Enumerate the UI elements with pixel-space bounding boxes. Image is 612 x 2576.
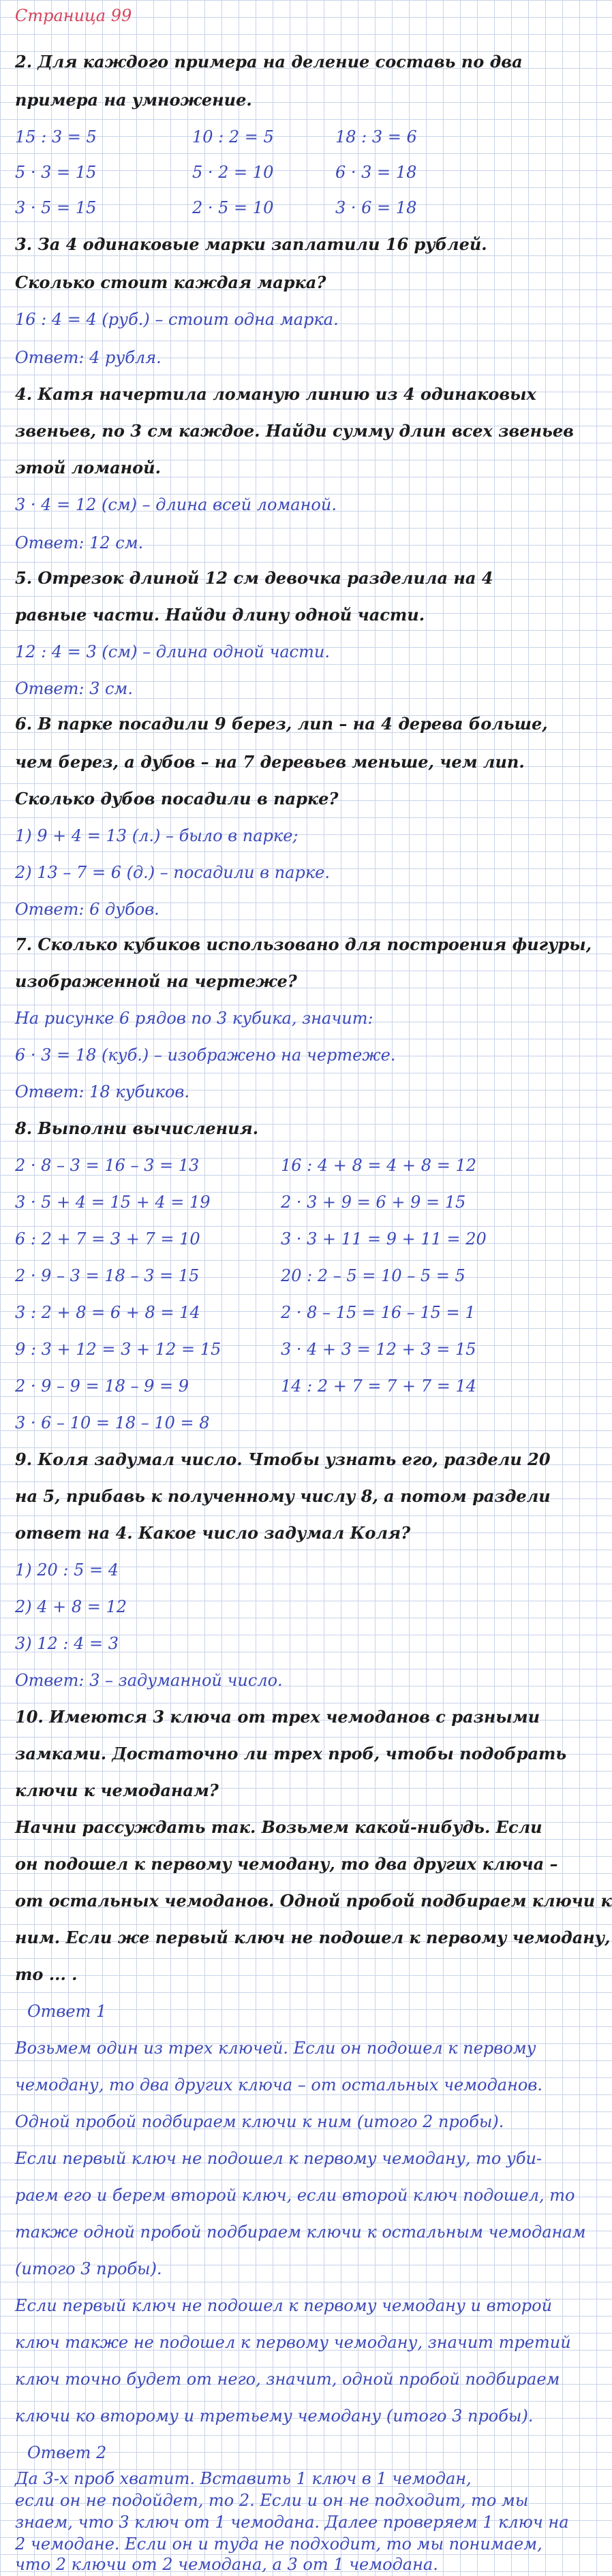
task8-right-expr: 16 : 4 + 8 = 4 + 8 = 12	[281, 1156, 476, 1175]
task4-question-line3: этой ломаной.	[15, 458, 161, 477]
answer2-title: Ответ 2	[27, 2443, 107, 2462]
task2-cell: 3 · 5 = 15	[15, 198, 97, 217]
task10-hint-line2: он подошел к первому чемодану, то два других ключа –	[15, 1854, 558, 1874]
task2-cell: 5 · 2 = 10	[192, 163, 274, 182]
task8-right-expr: 14 : 2 + 7 = 7 + 7 = 14	[281, 1377, 476, 1396]
task9-question-line1: 9. Коля задумал число. Чтобы узнать его, раздели 20	[15, 1449, 551, 1469]
task2-cell: 15 : 3 = 5	[15, 127, 97, 146]
task8-left-expr: 2 · 9 – 3 = 18 – 3 = 15	[15, 1266, 200, 1285]
answer1-line: Одной пробой подбираем ключи к ним (итого 2 пробы).	[15, 2112, 504, 2131]
task10-question-line3: ключи к чемоданам?	[15, 1780, 219, 1800]
task10-question-line1: 10. Имеются 3 ключа от трех чемоданов с разными	[15, 1707, 540, 1727]
answer2-line: 2 чемодане. Если он и туда не подходит, то мы понимаем,	[15, 2534, 542, 2554]
task4-question-line1: 4. Катя начертила ломаную линию из 4 одинаковых	[15, 384, 536, 404]
task5-question-line1: 5. Отрезок длиной 12 см девочка разделила на 4	[15, 568, 493, 588]
answer1-line: Возьмем один из трех ключей. Если он подошел к первому	[15, 2039, 536, 2058]
task9-answer: Ответ: 3 – задуманной число.	[15, 1671, 283, 1690]
task6-question-line3: Сколько дубов посадили в парке?	[15, 789, 339, 808]
task9-question-line3: ответ на 4. Какое число задумал Коля?	[15, 1523, 411, 1543]
task8-left-expr: 3 · 5 + 4 = 15 + 4 = 19	[15, 1193, 211, 1212]
answer2-line: если он не подойдет, то 2. Если и он не подходит, то мы	[15, 2491, 529, 2510]
task3-question-line2: Сколько стоит каждая марка?	[15, 272, 326, 292]
task2-question-line2: примера на умножение.	[15, 90, 252, 110]
answer2-line: Да 3-х проб хватит. Вставить 1 ключ в 1 чемодан,	[15, 2469, 472, 2488]
task8-left-expr: 6 : 2 + 7 = 3 + 7 = 10	[15, 1229, 200, 1248]
task8-right-expr: 2 · 8 – 15 = 16 – 15 = 1	[281, 1303, 476, 1322]
task3-answer: Ответ: 4 рубля.	[15, 348, 162, 367]
task8-right-expr: 20 : 2 – 5 = 10 – 5 = 5	[281, 1266, 465, 1285]
task8-left-expr: 9 : 3 + 12 = 3 + 12 = 15	[15, 1340, 221, 1359]
answer1-line: ключи ко второму и третьему чемодану (итого 3 пробы).	[15, 2406, 534, 2425]
answer1-line: (итого 3 пробы).	[15, 2259, 162, 2278]
task8-question: 8. Выполни вычисления.	[15, 1118, 259, 1138]
task8-left-expr: 3 · 6 – 10 = 18 – 10 = 8	[15, 1413, 210, 1432]
page-title: Страница 99	[15, 6, 132, 25]
task8-right-expr: 3 · 3 + 11 = 9 + 11 = 20	[281, 1229, 487, 1248]
task2-cell: 18 : 3 = 6	[335, 127, 417, 146]
task6-question-line1: 6. В парке посадили 9 берез, лип – на 4 дерева больше,	[15, 714, 548, 734]
task10-question-line2: замками. Достаточно ли трех проб, чтобы подобрать	[15, 1744, 567, 1763]
answer1-title: Ответ 1	[27, 2002, 107, 2021]
task10-hint-line5: то ... .	[15, 1964, 78, 1984]
task2-cell: 5 · 3 = 15	[15, 163, 97, 182]
task2-cell: 3 · 6 = 18	[335, 198, 417, 217]
task6-step1: 1) 9 + 4 = 13 (л.) – было в парке;	[15, 826, 299, 845]
task3-solution: 16 : 4 = 4 (руб.) – стоит одна марка.	[15, 310, 339, 329]
task7-line1: На рисунке 6 рядов по 3 кубика, значит:	[15, 1009, 373, 1028]
task4-answer: Ответ: 12 см.	[15, 533, 144, 552]
task2-cell: 2 · 5 = 10	[192, 198, 274, 217]
answer1-line: раем его и берем второй ключ, если второй ключ подошел, то	[15, 2186, 575, 2205]
answer1-line: чемодану, то два других ключа – от остальных чемоданов.	[15, 2075, 542, 2094]
task6-question-line2: чем берез, а дубов – на 7 деревьев меньше, чем лип.	[15, 752, 525, 772]
task5-question-line2: равные части. Найди длину одной части.	[15, 605, 425, 625]
task4-question-line2: звеньев, по 3 см каждое. Найди сумму длин всех звеньев	[15, 421, 574, 441]
answer1-line: Если первый ключ не подошел к первому чемодану и второй	[15, 2296, 553, 2315]
answer1-line: Если первый ключ не подошел к первому чемодану, то уби-	[15, 2149, 542, 2168]
task9-question-line2: на 5, прибавь к полученному числу 8, а потом раздели	[15, 1486, 551, 1506]
task3-question-line1: 3. За 4 одинаковые марки заплатили 16 рублей.	[15, 234, 487, 254]
answer2-line: что 2 ключи от 2 чемодана, а 3 от 1 чемодана.	[15, 2555, 438, 2574]
task10-hint-line1: Начни рассуждать так. Возьмем какой-нибудь. Если	[15, 1817, 542, 1837]
task6-step2: 2) 13 – 7 = 6 (д.) – посадили в парке.	[15, 863, 330, 882]
task10-hint-line3: от остальных чемоданов. Одной пробой подбираем ключи к	[15, 1891, 612, 1911]
task2-cell: 6 · 3 = 18	[335, 163, 417, 182]
task2-cell: 10 : 2 = 5	[192, 127, 274, 146]
task10-hint-line4: ним. Если же первый ключ не подошел к первому чемодану,	[15, 1928, 611, 1947]
answer1-line: также одной пробой подбираем ключи к остальным чемоданам	[15, 2222, 586, 2242]
task8-left-expr: 2 · 8 – 3 = 16 – 3 = 13	[15, 1156, 200, 1175]
task5-solution: 12 : 4 = 3 (см) – длина одной части.	[15, 642, 330, 661]
task7-line2: 6 · 3 = 18 (куб.) – изображено на чертеже.	[15, 1046, 396, 1065]
task7-question-line2: изображенной на чертеже?	[15, 971, 297, 991]
task2-question-line1: 2. Для каждого примера на деление составь по два	[15, 52, 523, 72]
task7-question-line1: 7. Сколько кубиков использовано для построения фигуры,	[15, 934, 592, 954]
task8-right-expr: 2 · 3 + 9 = 6 + 9 = 15	[281, 1193, 466, 1212]
answer1-line: ключ точно будет от него, значит, одной пробой подбираем	[15, 2370, 560, 2389]
task8-right-expr: 3 · 4 + 3 = 12 + 3 = 15	[281, 1340, 476, 1359]
answer2-line: знаем, что 3 ключ от 1 чемодана. Далее проверяем 1 ключ на	[15, 2513, 569, 2532]
task7-answer: Ответ: 18 кубиков.	[15, 1082, 189, 1101]
task8-left-expr: 2 · 9 – 9 = 18 – 9 = 9	[15, 1377, 189, 1396]
task9-step3: 3) 12 : 4 = 3	[15, 1634, 119, 1653]
answer1-line: ключ также не подошел к первому чемодану, значит третий	[15, 2333, 571, 2352]
task8-left-expr: 3 : 2 + 8 = 6 + 8 = 14	[15, 1303, 200, 1322]
task9-step1: 1) 20 : 5 = 4	[15, 1560, 119, 1580]
task4-solution: 3 · 4 = 12 (см) – длина всей ломаной.	[15, 495, 337, 514]
task9-step2: 2) 4 + 8 = 12	[15, 1597, 127, 1616]
task5-answer: Ответ: 3 см.	[15, 679, 133, 698]
task6-answer: Ответ: 6 дубов.	[15, 900, 159, 919]
